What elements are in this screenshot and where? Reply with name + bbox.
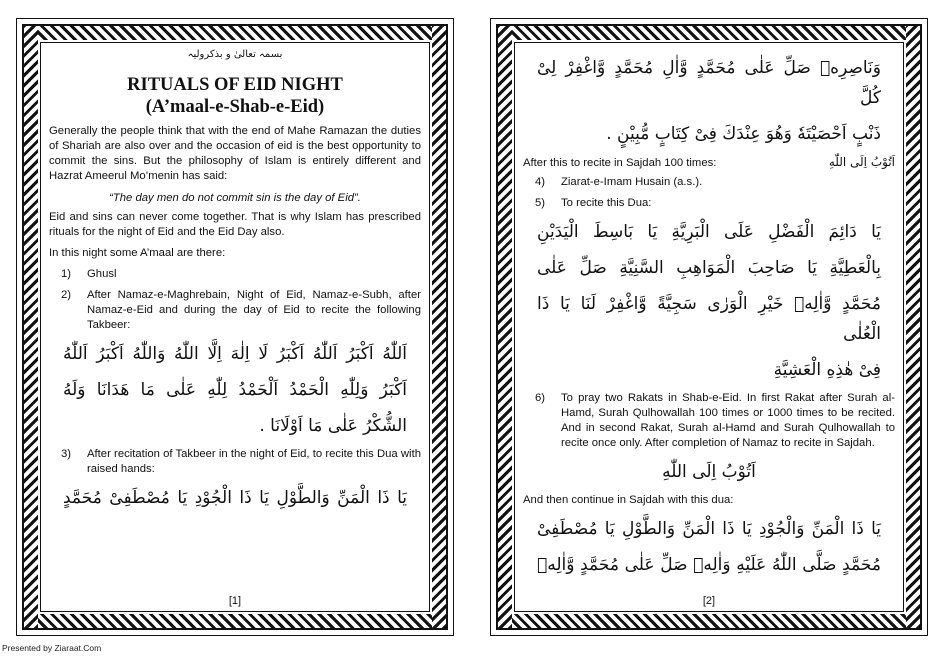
page-number: [1] — [228, 595, 242, 607]
right-page-content — [514, 42, 904, 612]
dua-line-1: يَا ذَا الْمَنِّ وَالطَّوْلِ يَا ذَا الْجُوْدِ يَا مُصْطَفِىْ مُحَمَّدٍ — [63, 488, 407, 508]
bismillah-header: بسمہ تعالیٰ و بذکرولیہ — [187, 49, 283, 60]
hadith-quote: “The day men do not commit sin is the day of Eid”. — [109, 192, 361, 204]
page-title — [49, 74, 421, 118]
intro-paragraph: Generally the people think that with the end of Mahe Ramazan the duties of Shariah are also over and the occasion of eid is the best opportunity to commit the sins. But the philosophy of Islam is entirely different and Hazrat Ameerul Mo’menin has said: — [49, 125, 421, 182]
amaal-list-right-cont — [523, 391, 895, 451]
presented-by-footer: Presented by Ziaraat.Com — [2, 643, 102, 653]
amaal-list — [49, 267, 421, 333]
right-page-border — [496, 24, 922, 630]
dua3-line-1: يَا ذَا الْمَنِّ وَالْجُوْدِ يَا ذَا الْمَنِّ وَالطَّوْلِ يَا مُصْطَفِىْ — [537, 519, 881, 539]
sajdah-instruction: After this to recite in Sajdah 100 times: — [523, 157, 717, 169]
dua2-line-1: يَا دَائِمَ الْفَضْلِ عَلَى الْبَرِيَّةِ يَا بَاسِطَ الْيَدَيْنِ — [537, 222, 881, 242]
eid-sins-paragraph: Eid and sins can never come together. That is why Islam has prescribed rituals for the night of Eid and the Eid Day also. — [49, 211, 421, 238]
takbeer-line-1: اَللّٰهُ اَكْبَرُ اَللّٰهُ اَكْبَرُ لَا اِلٰهَ اِلَّا اللّٰهُ وَاللّٰهُ اَكْبَرُ اَللّٰهُ — [63, 344, 407, 364]
item6-arabic: اَتُوْبُ اِلَى اللّٰهِ — [662, 462, 756, 482]
amaal-list-right — [523, 175, 895, 211]
sajdah-arabic: اَتُوْبُ اِلَى اللّٰهِ — [828, 155, 895, 169]
list-item-5: 5) To recite this Dua: — [535, 197, 652, 209]
page-number: [2] — [702, 595, 716, 607]
left-page-border — [22, 24, 448, 630]
dua2-line-2: بِالْعَطِيَّةِ يَا صَاحِبَ الْمَوَاهِبِ السَّنِيَّةِ صَلِّ عَلٰى — [537, 258, 881, 278]
sajdah-row — [523, 155, 895, 169]
list-item-2: 2) After Namaz-e-Maghrebain, Night of Eid, Namaz-e-Subh, after Namaz-e-Eid and during the day of Eid to recite the following Takbeer: — [61, 289, 421, 331]
dua3-line-2: مُحَمَّدٍ صَلَّى اللّٰهُ عَلَيْهِ وَاٰلِهٖ صَلِّ عَلٰى مُحَمَّدٍ وَّاٰلِهٖ — [537, 555, 881, 575]
left-page-content — [40, 42, 430, 612]
takbeer-line-3: الشُّكْرُ عَلٰى مَا اَوْلَانَا . — [259, 416, 407, 436]
title-line-1: RITUALS OF EID NIGHT — [127, 75, 343, 95]
title-line-2: (A’maal-e-Shab-e-Eid) — [145, 97, 325, 117]
amaal-list-cont — [49, 447, 421, 477]
dua-continued-line-2: ذَنْبٍ اَحْصَيْتَهٗ وَهُوَ عِنْدَكَ فِىْ كِتَابٍ مُّبِيْنٍ . — [606, 124, 881, 144]
takbeer-line-2: اَكْبَرُ وَلِلّٰهِ الْحَمْدُ اَلْحَمْدُ لِلّٰهِ عَلٰى مَا هَدَانَا وَلَهُ — [63, 380, 407, 400]
list-item-3: 3) After recitation of Takbeer in the night of Eid, to recite this Dua with raised hands: — [61, 448, 421, 475]
continue-sajdah-text: And then continue in Sajdah with this dua: — [523, 494, 734, 506]
dua2-line-4: فِىْ هٰذِهِ الْعَشِيَّةِ — [773, 360, 881, 380]
right-page — [490, 18, 928, 636]
dua-continued-line-1: وَنَاصِرِهٖ صَلِّ عَلٰى مُحَمَّدٍ وَّاٰلِ مُحَمَّدٍ وَّاغْفِرْ لِىْ كُلَّ — [537, 58, 881, 108]
list-item-6: 6) To pray two Rakats in Shab-e-Eid. In first Rakat after Surah al-Hamd, Surah Qulhowallah 100 times or 1000 times to be recited. And in second Rakat, Surah al-Hamd and Surah Qulhowallah to recite once only. After completion of Namaz to recite in Sajdah. — [535, 392, 895, 449]
list-item-4: 4) Ziarat-e-Imam Husain (a.s.). — [535, 176, 703, 188]
left-page — [16, 18, 454, 636]
amaal-intro: In this night some A’maal are there: — [49, 247, 226, 259]
dua2-line-3: مُحَمَّدٍ وَّاٰلِهٖ خَيْرِ الْوَرٰى سَجِيَّةً وَّاغْفِرْ لَنَا يَا ذَا الْعُلٰى — [537, 294, 881, 344]
list-item-1: 1) Ghusl — [61, 268, 117, 280]
